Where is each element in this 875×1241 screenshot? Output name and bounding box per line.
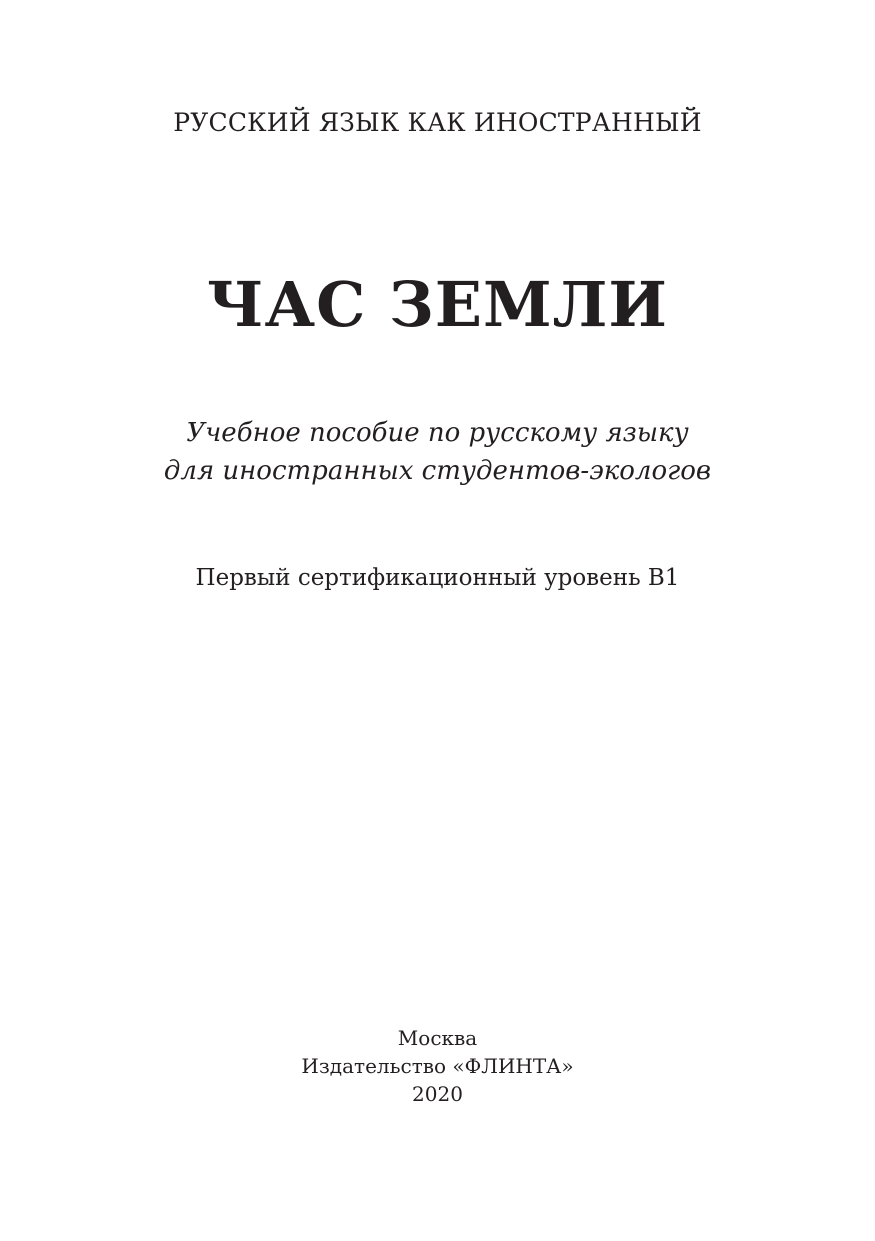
subtitle-line-1: Учебное пособие по русскому языку <box>186 418 689 448</box>
imprint-city: Москва <box>397 1026 478 1050</box>
imprint-year: 2020 <box>412 1082 463 1106</box>
certification-level: Первый сертификационный уровень В1 <box>195 565 680 591</box>
series-label: РУССКИЙ ЯЗЫК КАК ИНОСТРАННЫЙ <box>173 108 702 137</box>
imprint-publisher: Издательство «ФЛИНТА» <box>301 1054 574 1078</box>
subtitle-line-2: для иностранных студентов-экологов <box>163 456 712 486</box>
book-title: ЧАС ЗЕМЛИ <box>206 268 669 341</box>
